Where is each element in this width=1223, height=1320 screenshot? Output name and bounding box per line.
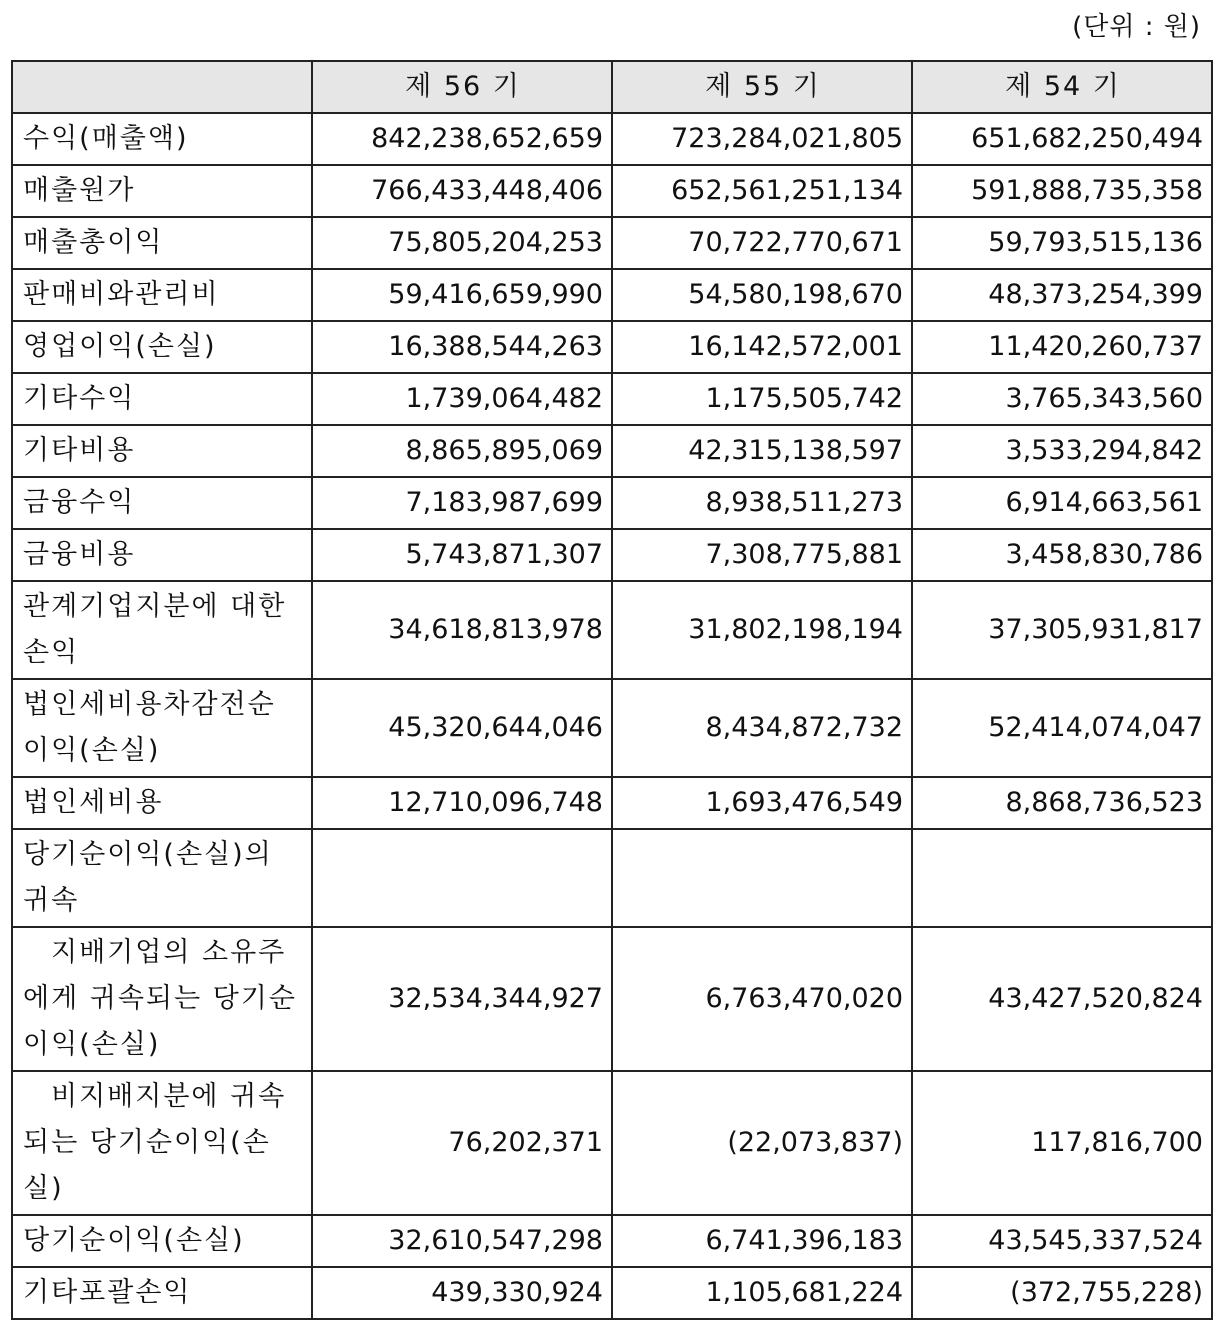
cell-period-55: 8,938,511,273	[612, 477, 912, 529]
header-blank	[12, 61, 312, 113]
row-label: 법인세비용	[12, 777, 312, 829]
row-label: 수익(매출액)	[12, 113, 312, 165]
row-label: 관계기업지분에 대한 손익	[12, 581, 312, 679]
row-label: 매출원가	[12, 165, 312, 217]
cell-period-54: 11,420,260,737	[912, 321, 1212, 373]
table-row	[12, 217, 1212, 269]
cell-period-54: 3,533,294,842	[912, 425, 1212, 477]
row-label: 영업이익(손실)	[12, 321, 312, 373]
row-label: 기타포괄손익	[12, 1267, 312, 1319]
cell-period-56: 842,238,652,659	[312, 113, 612, 165]
cell-period-55: 652,561,251,134	[612, 165, 912, 217]
table-row	[12, 1267, 1212, 1319]
table-row	[12, 529, 1212, 581]
cell-period-54: 37,305,931,817	[912, 581, 1212, 679]
table-row	[12, 113, 1212, 165]
cell-period-54: 48,373,254,399	[912, 269, 1212, 321]
cell-period-54: 3,765,343,560	[912, 373, 1212, 425]
cell-period-56: 12,710,096,748	[312, 777, 612, 829]
cell-period-56: 766,433,448,406	[312, 165, 612, 217]
table-row	[12, 927, 1212, 1071]
table-row	[12, 321, 1212, 373]
header-period-55: 제 55 기	[612, 61, 912, 113]
cell-period-55: (22,073,837)	[612, 1071, 912, 1215]
table-row	[12, 269, 1212, 321]
table-row	[12, 829, 1212, 927]
cell-period-54: 651,682,250,494	[912, 113, 1212, 165]
header-period-56: 제 56 기	[312, 61, 612, 113]
cell-period-55	[612, 829, 912, 927]
table-row	[12, 477, 1212, 529]
cell-period-56: 75,805,204,253	[312, 217, 612, 269]
table-row	[12, 581, 1212, 679]
table-row	[12, 679, 1212, 777]
cell-period-56: 8,865,895,069	[312, 425, 612, 477]
cell-period-55: 1,105,681,224	[612, 1267, 912, 1319]
cell-period-55: 723,284,021,805	[612, 113, 912, 165]
row-label: 금융수익	[12, 477, 312, 529]
table-row	[12, 777, 1212, 829]
cell-period-56: 5,743,871,307	[312, 529, 612, 581]
cell-period-55: 31,802,198,194	[612, 581, 912, 679]
cell-period-56: 76,202,371	[312, 1071, 612, 1215]
cell-period-56: 34,618,813,978	[312, 581, 612, 679]
income-statement-table	[11, 60, 1213, 1320]
cell-period-54: 8,868,736,523	[912, 777, 1212, 829]
cell-period-55: 42,315,138,597	[612, 425, 912, 477]
cell-period-55: 6,763,470,020	[612, 927, 912, 1071]
row-label: 기타비용	[12, 425, 312, 477]
cell-period-56: 45,320,644,046	[312, 679, 612, 777]
cell-period-54: 59,793,515,136	[912, 217, 1212, 269]
header-row	[12, 61, 1212, 113]
cell-period-56	[312, 829, 612, 927]
header-period-54: 제 54 기	[912, 61, 1212, 113]
cell-period-55: 7,308,775,881	[612, 529, 912, 581]
cell-period-56: 7,183,987,699	[312, 477, 612, 529]
cell-period-54: 117,816,700	[912, 1071, 1212, 1215]
cell-period-56: 32,610,547,298	[312, 1215, 612, 1267]
cell-period-55: 8,434,872,732	[612, 679, 912, 777]
cell-period-54: 43,427,520,824	[912, 927, 1212, 1071]
table-row	[12, 1215, 1212, 1267]
cell-period-55: 1,693,476,549	[612, 777, 912, 829]
table-row	[12, 1071, 1212, 1215]
row-label: 비지배지분에 귀속되는 당기순이익(손실)	[12, 1071, 312, 1215]
row-label: 지배기업의 소유주에게 귀속되는 당기순이익(손실)	[12, 927, 312, 1071]
row-label: 당기순이익(손실)	[12, 1215, 312, 1267]
row-label: 법인세비용차감전순이익(손실)	[12, 679, 312, 777]
cell-period-56: 1,739,064,482	[312, 373, 612, 425]
cell-period-56: 32,534,344,927	[312, 927, 612, 1071]
cell-period-54: 6,914,663,561	[912, 477, 1212, 529]
cell-period-55: 16,142,572,001	[612, 321, 912, 373]
cell-period-54: 3,458,830,786	[912, 529, 1212, 581]
cell-period-55: 6,741,396,183	[612, 1215, 912, 1267]
table-row	[12, 165, 1212, 217]
row-label: 기타수익	[12, 373, 312, 425]
row-label: 금융비용	[12, 529, 312, 581]
cell-period-54	[912, 829, 1212, 927]
cell-period-56: 439,330,924	[312, 1267, 612, 1319]
cell-period-56: 16,388,544,263	[312, 321, 612, 373]
cell-period-54: (372,755,228)	[912, 1267, 1212, 1319]
unit-label: (단위 : 원)	[1072, 12, 1201, 42]
row-label: 매출총이익	[12, 217, 312, 269]
row-label: 판매비와관리비	[12, 269, 312, 321]
cell-period-55: 70,722,770,671	[612, 217, 912, 269]
cell-period-55: 1,175,505,742	[612, 373, 912, 425]
table-row	[12, 425, 1212, 477]
cell-period-54: 591,888,735,358	[912, 165, 1212, 217]
row-label: 당기순이익(손실)의 귀속	[12, 829, 312, 927]
cell-period-56: 59,416,659,990	[312, 269, 612, 321]
cell-period-54: 43,545,337,524	[912, 1215, 1212, 1267]
cell-period-54: 52,414,074,047	[912, 679, 1212, 777]
cell-period-55: 54,580,198,670	[612, 269, 912, 321]
table-row	[12, 373, 1212, 425]
